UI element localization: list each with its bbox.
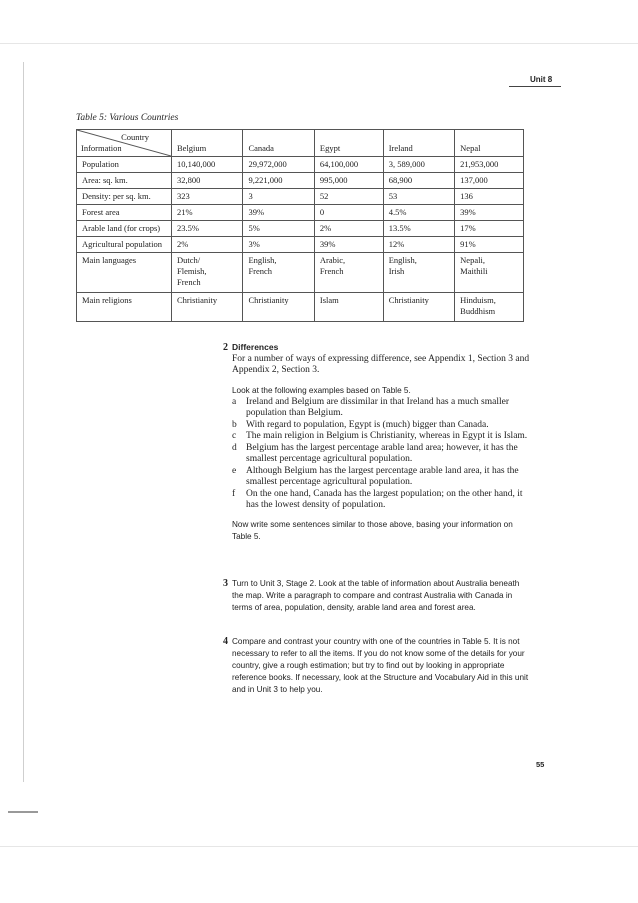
table-cell: Christianity [172,293,243,322]
row-label: Agricultural population [77,237,172,253]
column-header: Egypt [314,130,383,157]
table-cell: 17% [455,221,524,237]
table-cell: 39% [314,237,383,253]
table-row [77,173,524,189]
table-cell: 3, 589,000 [383,157,454,173]
table-cell: 4.5% [383,205,454,221]
example-text: The main religion in Belgium is Christianity, whereas in Egypt it is Islam. [246,431,528,441]
example-text: Belgium has the largest percentage arable land area; however, it has the smallest percentage agricultural population. [246,442,518,464]
example-letter: d [232,442,237,453]
table-row [77,205,524,221]
example-text: Ireland and Belgium are dissimilar in that Ireland has a much smaller population than Belgium. [246,396,510,418]
table-cell: Christianity [243,293,314,322]
corner-country-label: Country [121,132,149,142]
table-cell: Hinduism, Buddhism [455,293,524,322]
table-cell: 9,221,000 [243,173,314,189]
example-item [232,443,532,466]
table-cell: 10,140,000 [172,157,243,173]
table-cell: 0 [314,205,383,221]
table-cell: 64,100,000 [314,157,383,173]
example-text: With regard to population, Egypt is (much) bigger than Canada. [246,419,489,430]
section-2 [223,342,532,543]
table-cell: 32,800 [172,173,243,189]
section-4 [223,636,532,696]
table-row [77,237,524,253]
section-number: 3 [223,578,228,589]
page-top-border [0,43,638,44]
table-cell: 323 [172,189,243,205]
example-item [232,466,532,489]
unit-label: Unit 8 [530,75,553,84]
table-cell: 3 [243,189,314,205]
corner-information-label: Information [81,143,122,153]
column-header: Belgium [172,130,243,157]
example-letter: e [232,465,237,476]
example-letter: a [232,396,237,407]
table-cell: 53 [383,189,454,205]
unit-underline [509,86,561,87]
table-row [77,221,524,237]
row-label: Area: sq. km. [77,173,172,189]
example-item [232,489,532,512]
column-header: Canada [243,130,314,157]
table-cell: English, Irish [383,253,454,293]
table-cell: 3% [243,237,314,253]
row-label: Main religions [77,293,172,322]
column-header: Ireland [383,130,454,157]
table-cell: 21,953,000 [455,157,524,173]
table-cell: Christianity [383,293,454,322]
example-text: On the one hand, Canada has the largest population; on the other hand, it has the lowest density of population. [246,488,523,510]
table-cell: 137,000 [455,173,524,189]
countries-table [76,129,524,322]
page-number: 55 [536,760,545,769]
table-corner-cell [77,130,172,157]
section-number: 2 [223,342,228,353]
section-intro: For a number of ways of expressing difference, see Appendix 1, Section 3 and Appendix 2, Section 3. [232,353,530,375]
section-number: 4 [223,636,228,647]
table-cell: English, French [243,253,314,293]
page-bottom-border [0,846,638,847]
table-cell: 136 [455,189,524,205]
binding-mark [8,811,38,813]
table-cell: 13.5% [383,221,454,237]
table-title: Table 5: Various Countries [76,113,179,123]
table-cell: 2% [172,237,243,253]
table-cell: 39% [455,205,524,221]
example-item [232,431,532,443]
table-cell: Dutch/ Flemish, French [172,253,243,293]
table-cell: 29,972,000 [243,157,314,173]
row-label: Arable land (for crops) [77,221,172,237]
table-cell: 91% [455,237,524,253]
row-label: Density: per sq. km. [77,189,172,205]
table-cell: 2% [314,221,383,237]
example-item [232,397,532,420]
table-cell: 5% [243,221,314,237]
table-cell: Nepali, Maithili [455,253,524,293]
table-cell: 21% [172,205,243,221]
row-label: Forest area [77,205,172,221]
example-letter: c [232,431,237,441]
row-label: Population [77,157,172,173]
example-text: Although Belgium has the largest percentage arable land area, it has the smallest percentage agricultural population. [246,465,519,487]
table-row [77,253,524,293]
table-row [77,157,524,173]
table-cell: Islam [314,293,383,322]
section-3 [223,578,532,614]
row-label: Main languages [77,253,172,293]
table-header-row [77,130,524,157]
example-letter: b [232,419,237,430]
table-cell: 39% [243,205,314,221]
examples-lead: Look at the following examples based on Table 5. [232,385,411,395]
section-text: Compare and contrast your country with one of the countries in Table 5. It is not necessary to refer to all the items. If you do not know some of the details for your country, give a rough estimation; but try to find out by looking in appropriate reference books. If necessary, look at the Structure and Vocabulary Aid in this unit and in Unit 3 to help you. [232,637,529,694]
examples-list [232,397,532,512]
table-cell: 23.5% [172,221,243,237]
section-text: Turn to Unit 3, Stage 2. Look at the table of information about Australia beneath the map. Write a paragraph to compare and contrast Australia with Canada in terms of area, population, density, arable land area and forest area. [232,579,520,612]
table-cell: Arabic, French [314,253,383,293]
example-item [232,420,532,432]
table-cell: 68,900 [383,173,454,189]
binding-rule [23,62,24,782]
column-header: Nepal [455,130,524,157]
table-cell: 995,000 [314,173,383,189]
section-heading: Differences [232,342,279,352]
table-cell: 12% [383,237,454,253]
table-row [77,293,524,322]
section-closing: Now write some sentences similar to those above, basing your information on Table 5. [232,519,513,541]
table-row [77,189,524,205]
example-letter: f [232,488,236,499]
table-cell: 52 [314,189,383,205]
